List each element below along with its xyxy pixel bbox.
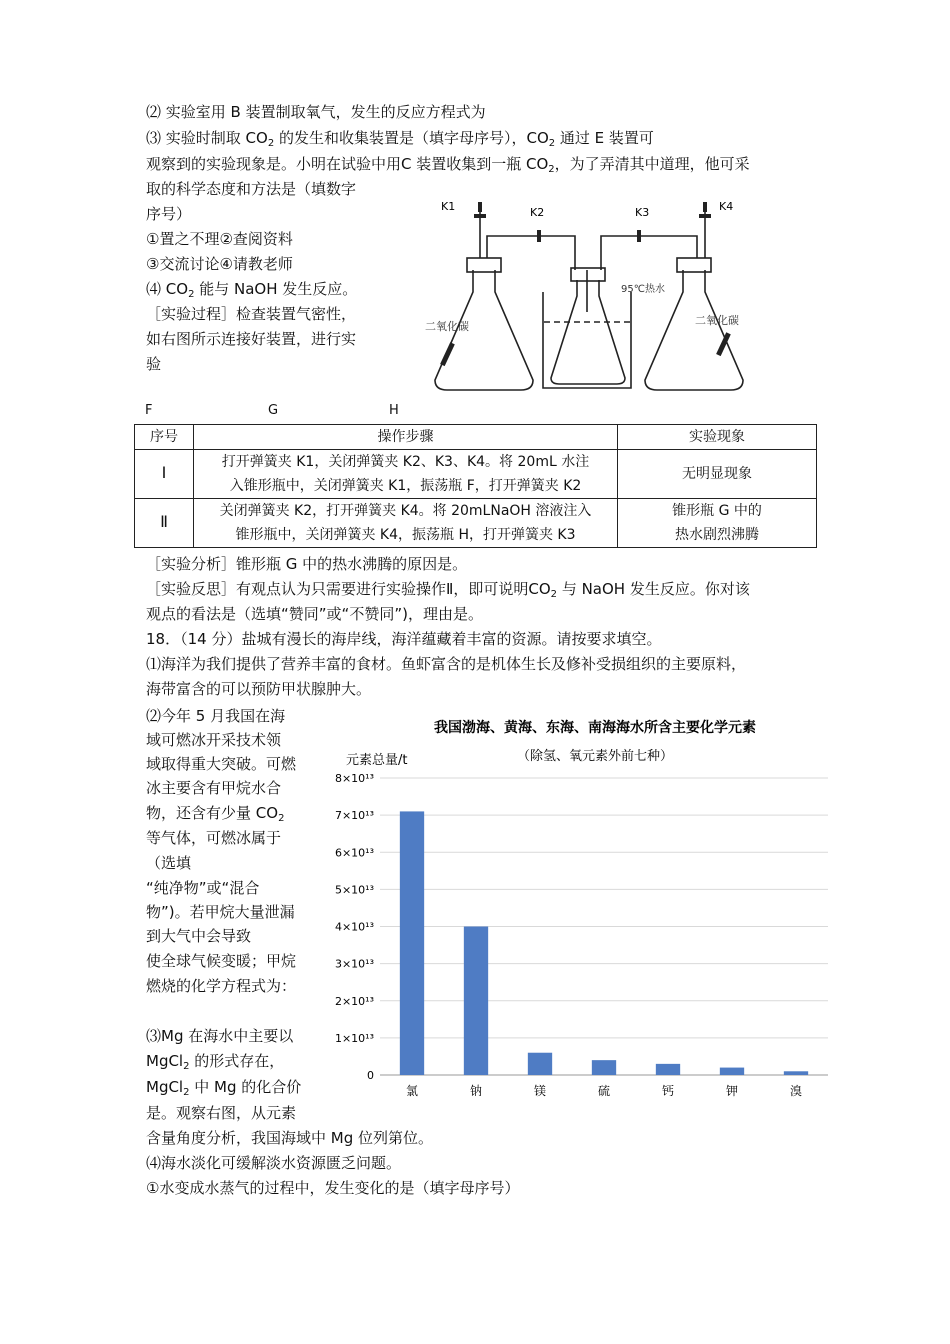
- q18-4-sub: ①水变成水蒸气的过程中，发生变化的是（填字母序号）: [146, 1179, 520, 1197]
- q18-1-line-1: ⑴海洋为我们提供了营养丰富的食材。鱼虾富含的是机体生长及修补受损组织的主要原料，: [146, 655, 747, 673]
- apparatus-diagram: [425, 192, 755, 397]
- q18-2-line: 等气体，可燃冰属于: [146, 829, 282, 847]
- x-tick-label: 钾: [725, 1084, 739, 1098]
- q3-line-4: 序号）: [146, 205, 192, 223]
- q18-3-line: ⑶Mg 在海水中主要以: [146, 1027, 294, 1045]
- k4-label: K4: [719, 200, 734, 213]
- options-line-1: ①置之不理②查阅资料: [146, 230, 293, 248]
- process-line-3: 验: [146, 355, 162, 373]
- process-line-2: 如右图所示连接好装置，进行实: [146, 330, 357, 348]
- y-tick-label: 1×10¹³: [334, 1031, 374, 1045]
- q18-1-line-2: 海带富含的可以预防甲状腺肿大。: [146, 680, 372, 698]
- row-result: 锥形瓶 G 中的 热水剧烈沸腾: [618, 499, 817, 548]
- q18-4-line: ⑷海水淡化可缓解淡水资源匮乏问题。: [146, 1154, 402, 1172]
- y-tick-label: 3×10¹³: [334, 957, 374, 971]
- x-tick-label: 钙: [661, 1084, 675, 1098]
- q18-2-line: 域取得重大突破。可燃: [146, 755, 297, 773]
- q18-2-line: 域可燃冰开采技术领: [146, 731, 282, 749]
- row-step: 关闭弹簧夹 K2，打开弹簧夹 K4。将 20mLNaOH 溶液注入 锥形瓶中，关闭弹簧夹 K4，振荡瓶 H，打开弹簧夹 K3: [194, 499, 618, 548]
- q18-2-line: 燃烧的化学方程式为：: [146, 977, 297, 995]
- table-row: [135, 450, 817, 499]
- q3-line-2: 观察到的实验现象是。小明在试验中用C 装置收集到一瓶 $CO_2$，为了弄清其中道理，他可采: [146, 155, 750, 175]
- q18-2-line: ⑵今年 5 月我国在海: [146, 707, 286, 725]
- q18-2-line: 到大气中会导致: [146, 927, 252, 945]
- header-step: 操作步骤: [194, 425, 618, 450]
- q3-line-1: ⑶ 实验时制取 $CO_2$ 的发生和收集装置是（填字母序号），$CO_2$ 通过 E 装置可: [146, 129, 654, 149]
- flask-f-label: F: [145, 403, 153, 418]
- q18-2-line: 物”)。若甲烷大量泄漏: [146, 903, 295, 921]
- bar: [464, 927, 488, 1076]
- options-line-2: ③交流讨论④请教老师: [146, 255, 293, 273]
- table-header-row: [135, 425, 817, 450]
- right-gas-label: 二氧化碳: [695, 314, 739, 327]
- k3-label: K3: [635, 206, 650, 219]
- bar: [656, 1064, 680, 1075]
- row-result: 无明显现象: [618, 450, 817, 499]
- experiment-table: [134, 424, 817, 548]
- flask-h-label: H: [389, 403, 399, 418]
- q18-2-line: 物，还含有少量 $CO_2$: [146, 804, 285, 824]
- q3-line-3: 取的科学态度和方法是（填数字: [146, 180, 357, 198]
- x-tick-label: 钠: [469, 1084, 483, 1098]
- chart-ylabel: 元素总量/t: [346, 753, 408, 768]
- flask-g-label: G: [268, 403, 279, 418]
- q18-2-line: 冰主要含有甲烷水合: [146, 779, 282, 797]
- left-gas-label: 二氧化碳: [425, 320, 469, 333]
- q18-2-line: “纯净物”或“混合: [146, 879, 260, 897]
- row-id: Ⅰ: [135, 450, 194, 499]
- row-step: 打开弹簧夹 K1，关闭弹簧夹 K2、K3、K4。将 20mL 水注 入锥形瓶中，关闭弹簧夹 K1，振荡瓶 F，打开弹簧夹 K2: [194, 450, 618, 499]
- element-bar-chart: [330, 710, 830, 1110]
- x-tick-label: 氯: [405, 1084, 419, 1098]
- y-tick-label: 2×10¹³: [334, 994, 374, 1008]
- q18-3-line: MgCl$_2$ 中 Mg 的化合价: [146, 1078, 302, 1098]
- bar: [592, 1060, 616, 1075]
- bar: [784, 1071, 808, 1075]
- reflection-line-1: ［实验反思］有观点认为只需要进行实验操作Ⅱ，即可说明$CO_2$ 与 NaOH 发生反应。你对该: [146, 580, 750, 600]
- k2-label: K2: [530, 206, 545, 219]
- q4-line: ⑷ $CO_2$ 能与 NaOH 发生反应。: [146, 280, 358, 300]
- header-id: 序号: [135, 425, 194, 450]
- k1-label: K1: [441, 200, 456, 213]
- x-tick-label: 溴: [789, 1084, 803, 1098]
- y-tick-label: 7×10¹³: [334, 809, 374, 823]
- x-tick-label: 镁: [533, 1084, 547, 1098]
- y-tick-label: 4×10¹³: [334, 920, 374, 934]
- y-tick-label: 5×10¹³: [334, 883, 374, 897]
- y-tick-label: 6×10¹³: [334, 846, 374, 860]
- chart-subtitle: （除氢、氧元素外前七种）: [516, 749, 674, 764]
- x-tick-label: 硫: [597, 1084, 611, 1098]
- process-line-1: ［实验过程］检查装置气密性，: [146, 305, 357, 323]
- bar: [528, 1053, 552, 1075]
- bar: [720, 1068, 744, 1075]
- y-tick-label: 8×10¹³: [334, 772, 374, 785]
- q18-3-line: MgCl$_2$ 的形式存在，: [146, 1052, 285, 1072]
- q18-2-line: （选填: [146, 854, 192, 872]
- q18-3-line: 是。观察右图，从元素: [146, 1104, 297, 1122]
- chart-title: 我国渤海、黄海、东海、南海海水所含主要化学元素: [434, 720, 756, 736]
- bar: [400, 811, 424, 1075]
- q18-2-line: 使全球气候变暖；甲烷: [146, 952, 297, 970]
- reflection-line-2: 观点的看法是（选填“赞同”或“不赞同”)，理由是。: [146, 605, 483, 623]
- water-label: 95℃热水: [621, 284, 665, 295]
- table-row: [135, 499, 817, 548]
- q18-3-last: 含量角度分析，我国海域中 Mg 位列第位。: [146, 1129, 434, 1147]
- analysis-line: ［实验分析］锥形瓶 G 中的热水沸腾的原因是。: [146, 555, 468, 573]
- header-result: 实验现象: [618, 425, 817, 450]
- y-tick-label: 0: [367, 1069, 374, 1082]
- q18-title: 18．（14 分）盐城有漫长的海岸线，海洋蕴藏着丰富的资源。请按要求填空。: [146, 630, 662, 648]
- q2-line: ⑵ 实验室用 B 装置制取氧气，发生的反应方程式为: [146, 103, 486, 121]
- row-id: Ⅱ: [135, 499, 194, 548]
